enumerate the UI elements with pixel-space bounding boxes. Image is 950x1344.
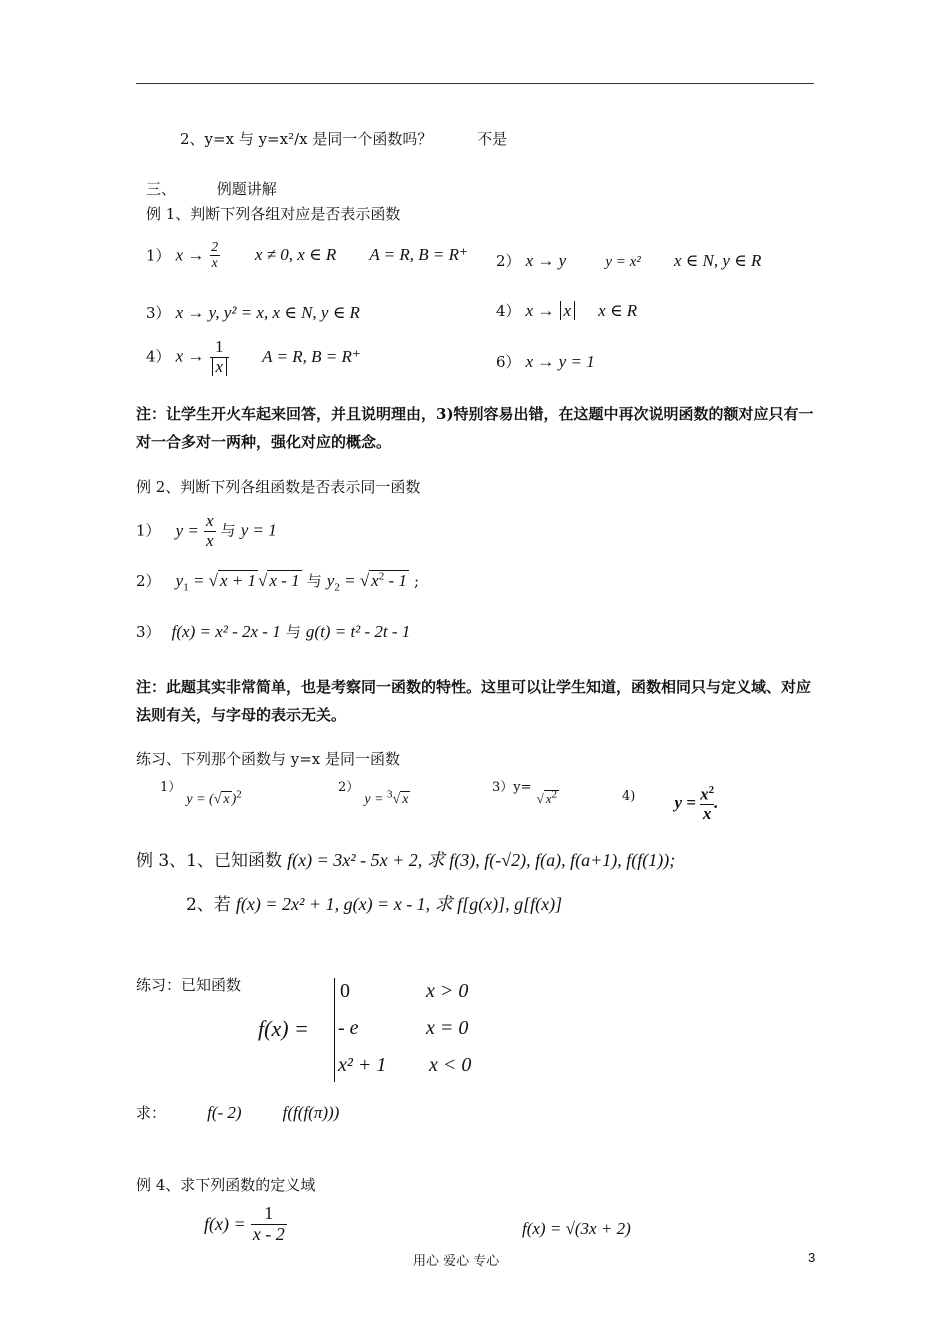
item-label: 4） [146,347,171,366]
example-3-prefix: 例 3、1、已知函数 [136,851,283,871]
example-4-function-1 [204,1204,287,1245]
ask-label: 求： [136,1104,167,1122]
option-label: 1） [160,780,182,795]
item-condition: x ≠ 0, x ∈ R [254,245,337,265]
item-sets: A = R, B = R⁺ [262,346,361,366]
example-1-note: 注：让学生开火车起来回答，并且说明理由，3)特别容易出错，在这题中再次说明函数的额对应只有一对一合多对一两种，强化对应的概念。 [136,405,814,451]
ask-1: f(- 2) [207,1103,242,1122]
practice-2-title: 练习：已知函数 [136,976,242,994]
example-2-item-2: 2） $y_1$ = √ x + 1 √ x - 1 与 $y_2$ = √ $x^2 - 1$ ; [136,570,420,594]
example-1-item-1: 1） x → $\frac{2}{x}$ x ≠ 0, x ∈ R A = R, B = R⁺ [146,240,468,272]
footer-text: 用心 爱心 专心 [413,1254,500,1269]
piecewise-lhs: f(x) = [258,1016,309,1041]
example-1-item-2 [496,250,761,271]
item-label: 6） [496,353,521,371]
item-condition: x ∈ R [598,301,638,320]
case-1-condition: x > 0 [426,980,469,1002]
function-1-lhs: f(x) = [204,1213,246,1234]
option-label: 3）y= [492,780,532,795]
question-2-answer: 不是 [477,130,508,148]
example-2-item-1: 1） y = $\frac{x}{x}$ 与 y = 1 [136,511,277,550]
item-label: 3） [146,304,171,322]
fraction: $\frac{x}{x}$ [206,511,214,550]
item-sets: A = R, B = R⁺ [369,245,468,265]
practice-1-option-4: 4) y = $\frac{x^2}{x}$ . [622,784,719,824]
item-map: x → [525,301,555,320]
item-f: f(x) = x² - 2x - 1 [171,622,281,641]
practice-1-option-3: 3）y= $_{√ x^2}$ [492,780,558,806]
example-1-item-3 [146,302,360,323]
page-number: 3 [808,1250,816,1265]
item-map: x → y [525,251,567,270]
question-2-text: 2、y=x 与 y=x²/x 是同一个函数吗？ [180,130,433,148]
item-expression: x → y, y² = x, x ∈ N, y ∈ R [175,303,360,322]
case-3-condition: x < 0 [429,1054,472,1076]
example-4-title: 例 4、求下列函数的定义域 [136,1176,316,1194]
example-4-function-2: f(x) = √(3x + 2) [522,1219,631,1238]
ask-2: f(f(f(π))) [282,1103,340,1122]
item-connector: 与 [285,623,301,641]
fraction: $\frac{2}{x}$ [211,240,219,272]
item-label: 1） [146,246,171,265]
item-rule: y = x² [605,254,641,270]
item-connector: 与 [220,521,236,540]
item-label: 1） [136,521,161,540]
case-3-value: x² + 1 [338,1054,387,1076]
item-label: 2） [496,252,521,270]
fraction: $\frac{1}{x}$ [210,338,230,376]
option-label: 2） [338,780,360,795]
case-2-value: - e [338,1017,359,1039]
example-3-expression: f(x) = 3x² - 5x + 2, 求 f(3), f(-√2), f(a), f(a+1), f(f(1)); [287,850,676,870]
example-1-item-5: 4） x → $\frac{1}{x}$ A = R, B = R⁺ [146,337,361,376]
option-label: 4) [622,788,636,804]
example-2-note: 注：此题其实非常简单，也是考察同一函数的特性。这里可以让学生知道，函数相同只与定义域、对应法则有关，与字母的表示无关。 [136,678,812,724]
section-heading [146,178,277,199]
item-condition: x ∈ N, y ∈ R [673,251,762,270]
case-1-value: 0 [340,980,350,1002]
example-3-line-1 [136,846,675,872]
example-1-item-4: 4） x → x x ∈ R [496,301,638,320]
section-title: 例题讲解 [216,180,277,198]
item-tail: ; [413,572,420,590]
item-label: 2） [136,572,161,590]
example-3-line-2 [186,890,562,916]
item-label: 3） [136,623,161,641]
numerator: 1 [264,1203,274,1223]
example-3-prefix-2: 2、若 [186,895,231,915]
case-2-condition: x = 0 [426,1017,469,1039]
section-number: 三、 [146,180,177,198]
example-1-item-6 [496,351,595,372]
header-rule [136,83,814,84]
practice-1-option-2: 2） y = $^3$√ x [338,780,409,807]
piecewise-brace [334,978,335,1082]
practice-1-option-1: 1） y = (√ x )$^2$ [160,780,242,807]
item-rhs: y = 1 [240,520,277,540]
example-2-item-3 [136,621,410,642]
question-2 [180,128,507,149]
example-3-expression-2: f(x) = 2x² + 1, g(x) = x - 1, 求 f[g(x)], g[f(x)] [235,894,563,914]
item-expression: x → y = 1 [525,352,595,371]
example-2-title: 例 2、判断下列各组函数是否表示同一函数 [136,478,421,496]
denominator: x - 2 [252,1223,285,1244]
item-label: 4） [496,302,521,320]
item-g: g(t) = t² - 2t - 1 [305,622,411,641]
item-connector: 与 [306,572,322,590]
fraction [251,1204,287,1245]
practice-1-title: 练习、下列那个函数与 y=x 是同一函数 [136,750,401,768]
practice-2-ask [136,1102,339,1123]
example-1-title: 例 1、判断下列各组对应是否表示函数 [146,205,401,223]
